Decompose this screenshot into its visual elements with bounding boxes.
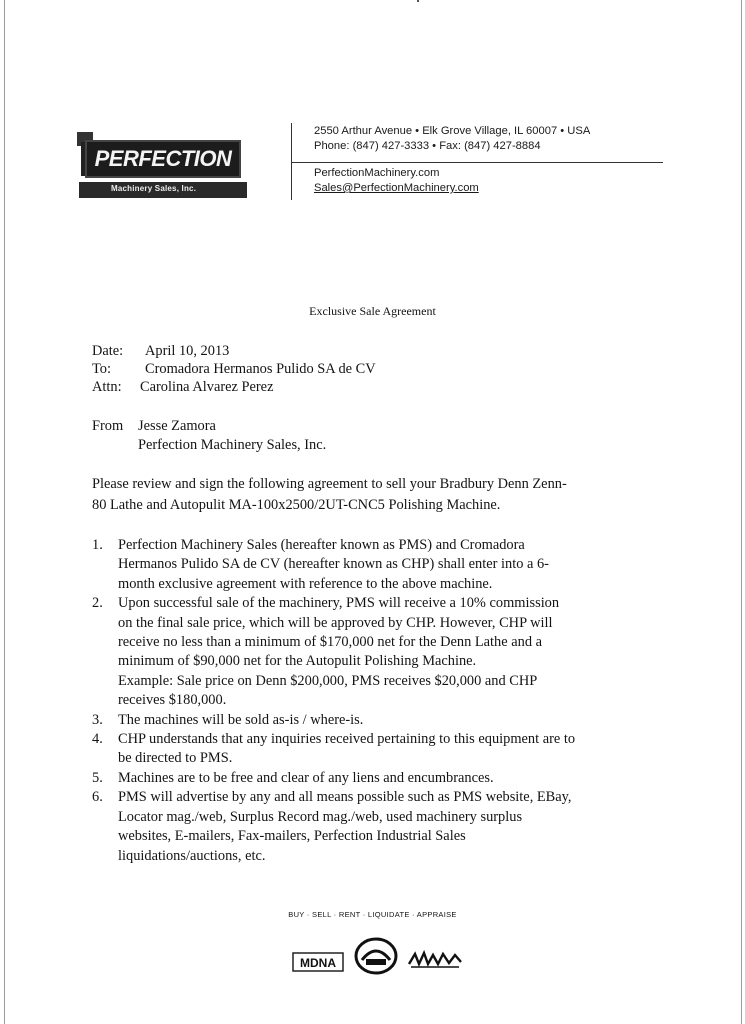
clause-number: 6. — [92, 789, 103, 806]
clause-line: Locator mag./web, Surplus Record mag./web, used machinery surplus — [118, 808, 523, 825]
clause-line: be directed to PMS. — [118, 750, 233, 767]
attn-value: Carolina Alvarez Perez — [140, 379, 274, 395]
clause-item — [92, 711, 682, 730]
clause-number: 5. — [92, 769, 103, 786]
clause-line: minimum of $90,000 net for the Autopulit Polishing Machine. — [118, 653, 477, 670]
clause-text — [118, 769, 682, 788]
clause-line: month exclusive agreement with reference to the above machine. — [118, 575, 493, 592]
document-title: Exclusive Sale Agreement — [309, 304, 436, 318]
scan-speck — [417, 0, 419, 2]
from-name: Jesse Zamora — [138, 418, 216, 434]
scan-edge-right — [741, 0, 742, 1024]
clause-line: Hermanos Pulido SA de CV (hereafter known as CHP) shall enter into a 6- — [118, 556, 549, 573]
letterhead-website[interactable]: PerfectionMachinery.com — [314, 167, 440, 179]
clause-item — [92, 536, 682, 594]
clause-line: CHP understands that any inquiries received pertaining to this equipment are to — [118, 731, 576, 748]
clause-line: Upon successful sale of the machinery, PMS will receive a 10% commission — [118, 595, 560, 612]
clause-number: 4. — [92, 731, 103, 748]
clause-text — [118, 594, 682, 710]
company-logo — [77, 124, 249, 210]
clause-line: PMS will advertise by any and all means possible such as PMS website, EBay, — [118, 789, 572, 806]
footer-services-tagline: BUY · SELL · RENT · LIQUIDATE · APPRAISE — [288, 910, 457, 919]
date-value: April 10, 2013 — [145, 343, 230, 359]
clause-line: on the final sale price, which will be approved by CHP. However, CHP will — [118, 614, 553, 631]
clause-line: Machines are to be free and clear of any liens and encumbrances. — [118, 769, 494, 786]
agreement-clauses — [92, 536, 682, 866]
clause-line: receive no less than a minimum of $170,000 net for the Denn Lathe and a — [118, 634, 542, 651]
logo-subtext: Machinery Sales, Inc. — [111, 184, 197, 193]
clause-text — [118, 730, 682, 769]
clause-item — [92, 730, 682, 769]
clause-line: Perfection Machinery Sales (hereafter known as PMS) and Cromadora — [118, 537, 525, 553]
clause-number: 2. — [92, 595, 103, 612]
clause-text — [118, 788, 682, 866]
clause-item — [92, 769, 682, 788]
mdna-logo-icon — [292, 950, 344, 974]
to-label: To: — [92, 361, 111, 377]
intro-line: 80 Lathe and Autopulit MA-100x2500/2UT-CNC5 Polishing Machine. — [92, 497, 501, 513]
intro-line: Please review and sign the following agreement to sell your Bradbury Denn Zenn- — [92, 476, 567, 492]
from-label: From — [92, 418, 124, 434]
letterhead-address: 2550 Arthur Avenue • Elk Grove Village, IL 60007 • USA — [314, 125, 591, 137]
from-company: Perfection Machinery Sales, Inc. — [138, 437, 327, 453]
clause-line: websites, E-mailers, Fax-mailers, Perfection Industrial Sales — [118, 828, 466, 845]
clause-number: 1. — [92, 537, 103, 553]
signature-mark-icon — [405, 946, 465, 972]
clause-text — [118, 536, 682, 594]
clause-item — [92, 594, 682, 710]
letterhead-email[interactable]: Sales@PerfectionMachinery.com — [314, 182, 479, 194]
letterhead-horizontal-rule — [291, 162, 663, 163]
clause-line: Example: Sale price on Denn $200,000, PMS receives $20,000 and CHP — [118, 672, 538, 689]
logo-wordmark: PERFECTION — [87, 142, 239, 176]
clause-line: receives $180,000. — [118, 692, 227, 709]
to-value: Cromadora Hermanos Pulido SA de CV — [145, 361, 376, 377]
clause-item — [92, 788, 682, 866]
clause-line: The machines will be sold as-is / where-is. — [118, 711, 364, 728]
association-seal-icon — [353, 936, 399, 976]
letterhead-phone: Phone: (847) 427-3333 • Fax: (847) 427-8884 — [314, 140, 541, 152]
svg-text:MDNA: MDNA — [300, 956, 336, 970]
intro-paragraph — [92, 474, 672, 516]
attn-label: Attn: — [92, 379, 122, 395]
clause-line: liquidations/auctions, etc. — [118, 847, 266, 864]
clause-number: 3. — [92, 711, 103, 728]
date-label: Date: — [92, 343, 124, 359]
clause-text — [118, 711, 682, 730]
scan-edge-left — [4, 0, 5, 1024]
